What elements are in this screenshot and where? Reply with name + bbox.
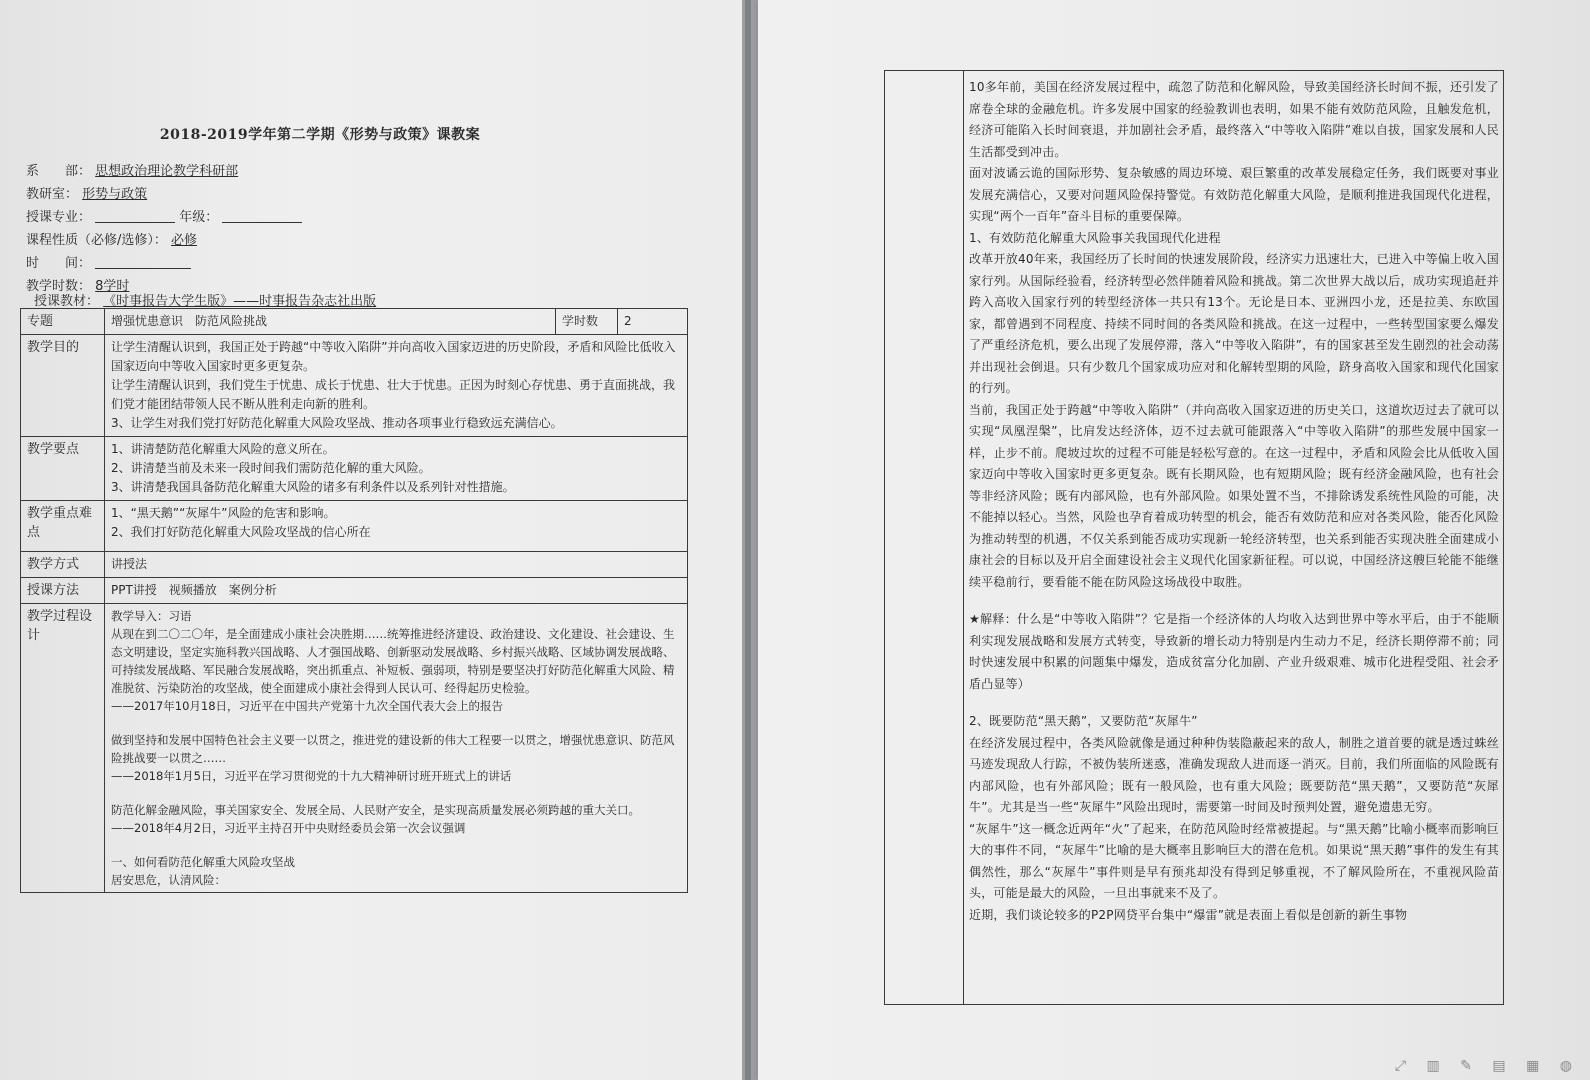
paragraph: 1、有效防范化解重大风险事关我国现代化进程 — [969, 230, 1221, 245]
key-line: 2、讲清楚当前及未来一段时间我们需防范化解的重大风险。 — [111, 461, 431, 475]
hours-label: 教学时数： — [26, 279, 92, 294]
continuation-table — [884, 70, 1504, 1005]
key-line: 3、讲清楚我国具备防范化解重大风险的诸多有利条件以及系列针对性措施。 — [111, 480, 515, 494]
goal-line: 让学生清醒认识到，我国正处于跨越“中等收入陷阱”并向高收入国家迈进的历史阶段，矛盾和风险比低收入国家迈向中等收入国家时更多更复杂。 — [111, 340, 676, 373]
time-label: 时 间： — [26, 256, 92, 271]
goal-line: 3、让学生对我们党打好防范化解重大风险攻坚战、推动各项事业行稳致远充满信心。 — [111, 416, 563, 430]
time-blank — [95, 256, 191, 269]
paragraph-spacer — [969, 695, 1499, 711]
paragraph: 改革开放40年来，我国经历了长时间的快速发展阶段，经济实力迅速壮大，已进入中等偏上收入国家行列。从国际经验看，经济转型必然伴随着风险和挑战。第二次世界大战以后，成功实现追赶并跨入高收入国家行列的转型经济体一共只有13个。无论是日本、亚洲四小龙，还是拉美、东欧国家，都曾遇到不同程度、持续不同时间的各类风险和挑战。在这一过程中，一些转型国家要么爆发了严重经济危机，要么出现了发展停滞，落入“中等收入陷阱”，有的国家甚至发生剧烈的社会动荡并出现社会倒退。只有少数几个国家成功应对和化解转型期的风险，跻身高收入国家和现代化国家的行列。 — [969, 252, 1499, 395]
hours-cell-value: 2 — [618, 309, 688, 335]
dept-label: 系 部： — [26, 164, 92, 179]
dept-row — [26, 160, 238, 179]
right-document-page — [758, 0, 1590, 1080]
focus-line: 2、我们打好防范化解重大风险攻坚战的信心所在 — [111, 525, 371, 539]
process-line: 防范化解金融风险，事关国家安全、发展全局、人民财产安全，是实现高质量发展必须跨越的重大关口。 — [111, 803, 640, 817]
topic-row — [21, 309, 688, 335]
paragraph: 面对波谲云诡的国际形势、复杂敏感的周边环境、艰巨繁重的改革发展稳定任务，我们既要对事业发展充满信心，又要对问题风险保持警觉。有效防范化解重大风险，是顺利推进我国现代化进程，实现“两个一百年”奋斗目标的重要保障。 — [969, 166, 1499, 223]
paragraph: 当前，我国正处于跨越“中等收入陷阱”（并向高收入国家迈进的历史关口，这道坎迈过去了就可以实现“凤凰涅槃”，比肩发达经济体，迈不过去就可能跟落入“中等收入陷阱”的那些发展中国家一样，止步不前。爬坡过坎的过程不可能是轻松写意的。在这一过程中，矛盾和风险会比从低收入国家迈向中等收入国家时更多更复杂。既有长期风险，也有短期风险；既有经济金融风险，也有社会等非经济风险；既有内部风险，也有外部风险。如果处置不当，不排除诱发系统性风险的可能，决不能掉以轻心。当然，风险也孕育着成功转型的机会，能否有效防范和应对各类风险，能否化风险为推动转型的机遇，不仅关系到能否成功实现新一轮经济转型，也关系到能否实现决胜全面建成小康社会的目标以及开启全面建设社会主义现代化国家新征程。可以说，中国经济这艘巨轮能不能继续平稳前行，要看能不能在防风险这场战役中取胜。 — [969, 402, 1499, 589]
process-row — [21, 604, 688, 893]
paragraph: “灰犀牛”这一概念近两年“火”了起来，在防范风险时经常被提起。与“黑天鹅”比喻小概率而影响巨大的事件不同，“灰犀牛”比喻的是大概率且影响巨大的潜在危机。如果说“黑天鹅”事件的发生有其偶然性，那么“灰犀牛”事件则是早有预兆却没有得到足够重视，不了解风险所在，不重视风险苗头，可能是最大的风险，一旦出事就来不及了。 — [969, 821, 1499, 900]
process-spacer — [111, 715, 681, 731]
paragraph: 10多年前，美国在经济发展过程中，疏忽了防范和化解风险，导致美国经济长时间不振，还引发了席卷全球的金融危机。许多发展中国家的经验教训也表明，如果不能有效防范风险，且触发危机，经济可能陷入长时间衰退，并加剧社会矛盾，最终落入“中等收入陷阱”难以自拔，国家发展和人民生活都受到冲击。 — [969, 80, 1499, 159]
dept-value: 思想政治理论教学科研部 — [95, 164, 239, 179]
focus-row — [21, 501, 688, 552]
goal-line: 让学生清醒认识到，我们党生于忧患、成长于忧患、壮大于忧患。正因为时刻心存忧患、勇于直面挑战，我们党才能团结带领人民不断从胜利走向新的胜利。 — [111, 378, 676, 411]
nature-row — [26, 229, 197, 248]
method-row — [21, 578, 688, 604]
continuation-text — [969, 77, 1499, 926]
goal-row — [21, 335, 688, 437]
textbook-label: 授课教材： — [34, 294, 100, 309]
topic-label: 专题 — [21, 309, 105, 335]
key-content — [105, 437, 688, 501]
focus-content — [105, 501, 688, 552]
grade-blank — [222, 210, 302, 223]
process-line: 从现在到二〇二〇年，是全面建成小康社会决胜期……统筹推进经济建设、政治建设、文化建设、社会建设、生态文明建设，坚定实施科教兴国战略、人才强国战略、创新驱动发展战略、乡村振兴战略、区域协调发展战略、可持续发展战略、军民融合发展战略，突出抓重点、补短板、强弱项，特别是要坚决打好防范化解重大风险、精准脱贫、污染防治的攻坚战，使全面建成小康社会得到人民认可、经得起历史检验。 — [111, 627, 675, 695]
paragraph: 近期，我们谈论较多的P2P网贷平台集中“爆雷”就是表面上看似是创新的新生事物 — [969, 907, 1408, 922]
left-document-page — [0, 0, 742, 1080]
goal-content — [105, 335, 688, 437]
process-line: 教学导入：习语 — [111, 609, 192, 623]
paragraph: 2、既要防范“黑天鹅”，又要防范“灰犀牛” — [969, 714, 1198, 728]
page-gutter — [742, 0, 758, 1080]
mode-label: 教学方式 — [21, 552, 105, 578]
office-row — [26, 183, 147, 202]
lesson-plan-table — [20, 308, 688, 893]
paragraph: ★解释：什么是“中等收入陷阱”？它是指一个经济体的人均收入达到世界中等水平后，由于不能顺利实现发展战略和发展方式转变，导致新的增长动力特别是内生动力不足，经济长期停滞不前；同时快速发展中积累的问题集中爆发，造成贫富分化加剧、产业升级艰难、城市化进程受阻、社会矛盾凸显等） — [969, 612, 1499, 691]
major-row — [26, 206, 302, 225]
method-value: PPT讲授 视频播放 案例分析 — [105, 578, 688, 604]
process-line: ——2018年1月5日，习近平在学习贯彻党的十九大精神研讨班开班式上的讲话 — [111, 769, 512, 783]
process-line: 做到坚持和发展中国特色社会主义要一以贯之，推进党的建设新的伟大工程要一以贯之，增强忧患意识、防范风险挑战要一以贯之…… — [111, 733, 675, 765]
method-label: 授课方法 — [21, 578, 105, 604]
key-line: 1、讲清楚防范化解重大风险的意义所在。 — [111, 442, 335, 456]
process-line: 居安思危，认清风险： — [111, 873, 226, 887]
focus-line: 1、“黑天鹅”“灰犀牛”风险的危害和影响。 — [111, 506, 336, 520]
process-line: 一、如何看防范化解重大风险攻坚战 — [111, 855, 295, 869]
hours-value: 8学时 — [95, 279, 130, 294]
textbook-row — [34, 290, 376, 309]
taskbar-icons[interactable]: ⤢ ▥ ✎ ▤ ▦ ◍ — [1394, 1058, 1580, 1074]
paragraph-spacer — [969, 593, 1499, 609]
office-label: 教研室： — [26, 187, 79, 202]
major-blank — [95, 210, 175, 223]
grade-label: 年级： — [179, 210, 219, 225]
goal-label: 教学目的 — [21, 335, 105, 437]
process-spacer — [111, 785, 681, 801]
topic-value: 增强忧患意识 防范风险挑战 — [105, 309, 556, 335]
process-line: ——2018年4月2日，习近平主持召开中央财经委员会第一次会议强调 — [111, 821, 466, 835]
office-value: 形势与政策 — [82, 187, 148, 202]
process-spacer — [111, 837, 681, 853]
process-content — [105, 604, 688, 893]
hours-cell-label: 学时数 — [556, 309, 618, 335]
mode-value: 讲授法 — [105, 552, 688, 578]
continuation-label-column — [885, 71, 964, 1004]
focus-label: 教学重点难点 — [21, 501, 105, 552]
key-label: 教学要点 — [21, 437, 105, 501]
nature-label: 课程性质（必修/选修）： — [26, 233, 167, 248]
process-label: 教学过程设计 — [21, 604, 105, 893]
document-title: 2018-2019学年第二学期《形势与政策》课教案 — [159, 127, 481, 143]
nature-value: 必修 — [171, 233, 198, 248]
key-row — [21, 437, 688, 501]
mode-row — [21, 552, 688, 578]
paragraph: 在经济发展过程中，各类风险就像是通过种种伪装隐蔽起来的敌人，制胜之道首要的就是透过蛛丝马迹发现敌人行踪，不被伪装所迷惑，准确发现敌人进而逐一消灭。目前，我们所面临的风险既有内部风险，也有外部风险；既有一般风险，也有重大风险；既要防范“黑天鹅”，又要防范“灰犀牛”。尤其是当一些“灰犀牛”风险出现时，需要第一时间及时预判处置，避免遗患无穷。 — [969, 735, 1499, 814]
time-row — [26, 252, 191, 271]
textbook-value: 《时事报告大学生版》——时事报告杂志社出版 — [103, 294, 377, 309]
process-line: ——2017年10月18日，习近平在中国共产党第十九次全国代表大会上的报告 — [111, 699, 504, 713]
major-label: 授课专业： — [26, 210, 92, 225]
